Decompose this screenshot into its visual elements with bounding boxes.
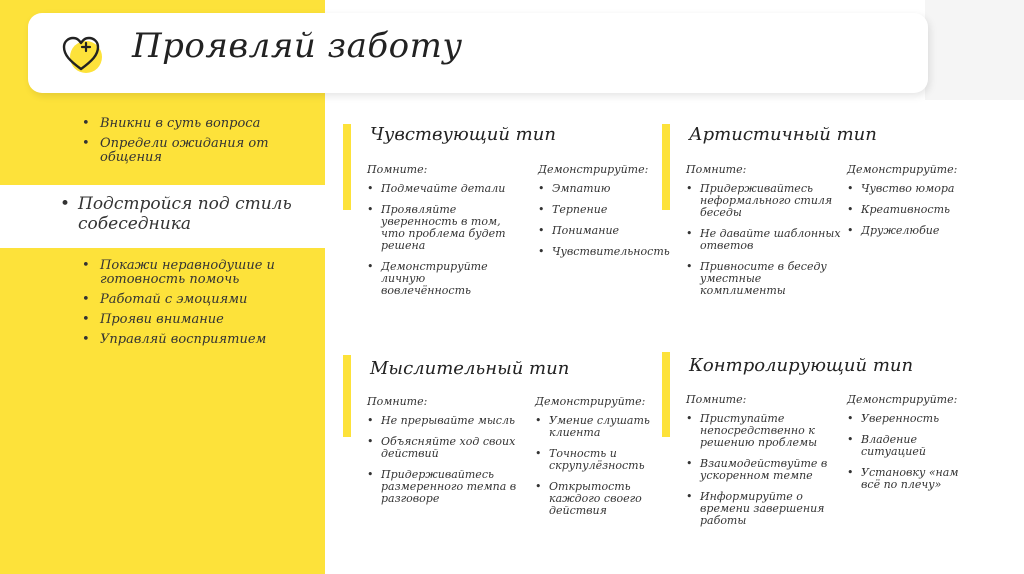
list-item: • Проявляйте уверенность в том, что проблема будет решена	[367, 204, 517, 252]
list-item: • Информируйте о времени завершения работы	[686, 491, 831, 527]
list-item: • Открытость каждого своего действия	[535, 481, 660, 517]
list-item: • Точность и скрупулёзность	[535, 448, 660, 472]
demo-column	[538, 163, 670, 267]
page-title: Проявляй заботу	[132, 26, 463, 66]
list-item: • Не прерывайте мысль	[367, 415, 517, 427]
left-list-bottom	[82, 259, 282, 353]
list-item: • Покажи неравнодушие и готовность помочь	[82, 259, 282, 287]
demo-column	[847, 163, 972, 246]
accent-bar	[343, 355, 351, 437]
accent-bar	[343, 124, 351, 210]
list-item: • Умение слушать клиента	[535, 415, 660, 439]
list-item: • Управляй восприятием	[82, 333, 282, 347]
list-item: • Чувство юмора	[847, 183, 972, 195]
accent-bar	[662, 124, 670, 210]
list-item: • Определи ожидания от общения	[82, 137, 282, 165]
list-item: • Демонстрируйте личную вовлечённость	[367, 261, 517, 297]
heart-plus-icon	[60, 33, 102, 75]
accent-bar	[662, 352, 670, 437]
list-item: • Прояви внимание	[82, 313, 282, 327]
list-item: • Подмечайте детали	[367, 183, 517, 195]
list-item: • Приступайте непосредственно к решению проблемы	[686, 413, 831, 449]
list-item: • Установку «нам всё по плечу»	[847, 467, 972, 491]
column-head: Демонстрируйте:	[847, 163, 958, 176]
remember-column	[686, 393, 831, 536]
column-head: Помните:	[367, 395, 428, 408]
card-title: Чувствующий тип	[370, 124, 556, 145]
list-item: • Владение ситуацией	[847, 434, 972, 458]
card-title: Артистичный тип	[689, 124, 877, 145]
list-item: • Вникни в суть вопроса	[82, 117, 282, 131]
demo-column	[535, 395, 660, 526]
column-head: Демонстрируйте:	[538, 163, 649, 176]
remember-column	[367, 163, 517, 306]
card-title: Мыслительный тип	[370, 358, 570, 379]
column-head: Помните:	[686, 393, 747, 406]
list-item: • Уверенность	[847, 413, 972, 425]
column-head: Помните:	[686, 163, 747, 176]
column-head: Демонстрируйте:	[535, 395, 646, 408]
demo-column	[847, 393, 972, 500]
column-head: Помните:	[367, 163, 428, 176]
list-item: • Придерживайтесь неформального стиля беседы	[686, 183, 841, 219]
list-item: • Дружелюбие	[847, 225, 972, 237]
list-item: • Привносите в беседу уместные комплименты	[686, 261, 841, 297]
list-item: • Работай с эмоциями	[82, 293, 282, 307]
header-edge	[925, 0, 1024, 100]
list-item: • Не давайте шаблонных ответов	[686, 228, 841, 252]
column-head: Демонстрируйте:	[847, 393, 958, 406]
list-item: • Придерживайтесь размеренного темпа в разговоре	[367, 469, 517, 505]
remember-column	[686, 163, 841, 306]
list-item: • Понимание	[538, 225, 663, 237]
card-title: Контролирующий тип	[689, 355, 914, 376]
left-list-top	[82, 117, 282, 171]
remember-column	[367, 395, 517, 514]
list-item: • Терпение	[538, 204, 663, 216]
main-point: • Подстройся под стиль собеседника	[60, 194, 310, 234]
list-item: • Эмпатию	[538, 183, 663, 195]
list-item: • Чувствительность	[538, 246, 663, 258]
list-item: • Взаимодействуйте в ускоренном темпе	[686, 458, 831, 482]
list-item: • Креативность	[847, 204, 972, 216]
list-item: • Объясняйте ход своих действий	[367, 436, 517, 460]
